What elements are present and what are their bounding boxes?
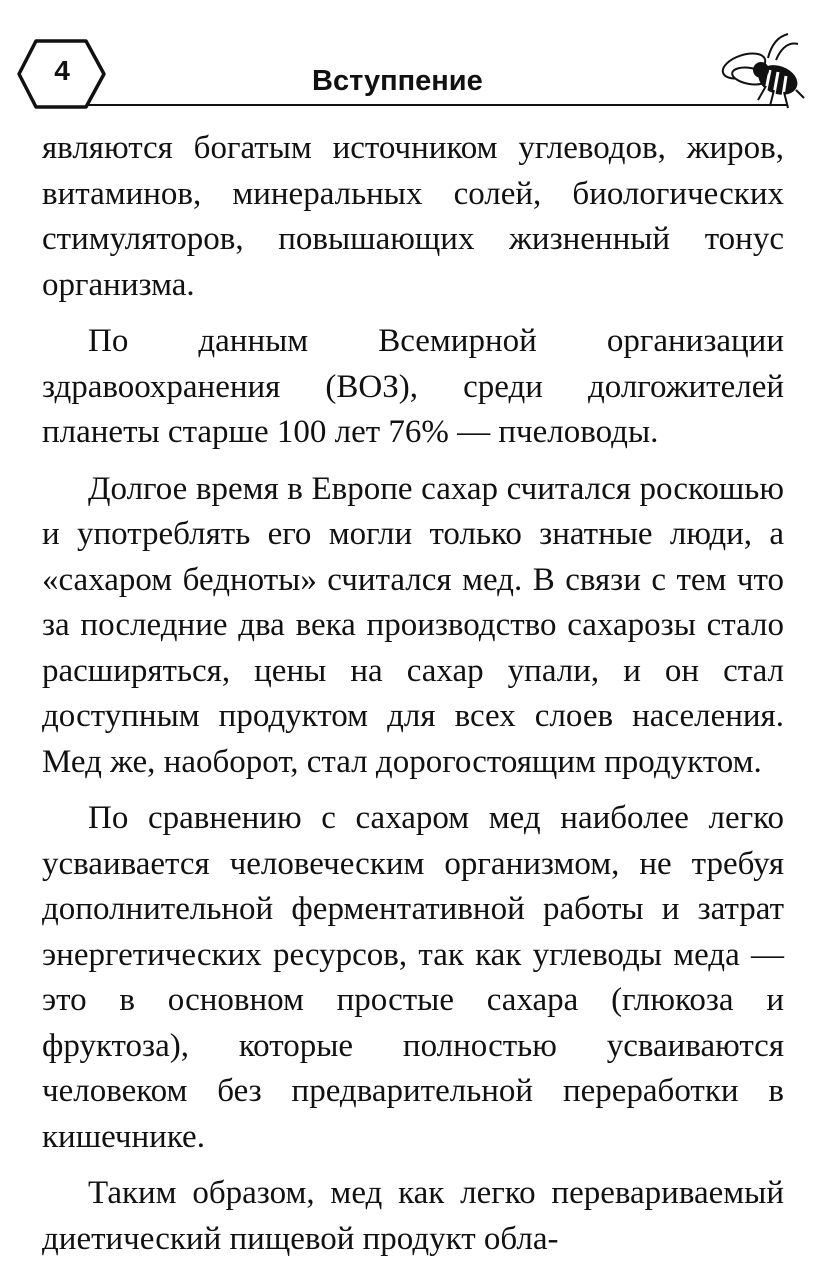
header-rule: [88, 104, 788, 106]
page-number: 4: [54, 55, 70, 86]
paragraph: являются богатым источником углеводов, жиров, витаминов, минеральных солей, биологических стимуляторов, повышающих жизненный тонус организма.: [42, 130, 784, 303]
paragraph: Долгое время в Европе сахар считался роскошью и употреблять его могли только знатные люди, а «сахаром бедноты» считался мед. В связи с тем что за последние два века производство сахарозы стало расширяться, цены на сахар упали, и он стал доступным продуктом для всех слоев населения. Мед же, наоборот, стал дорогостоящим продуктом.: [42, 470, 784, 780]
paragraph: По данным Всемирной организации здравоохранения (ВОЗ), среди долгожителей планеты старше 100 лет 76% — пчеловоды.: [42, 323, 784, 450]
paragraph: По сравнению с сахаром мед наиболее легко усваивается человеческим организмом, не требуя дополнительной ферментативной работы и затрат энергетических ресурсов, так как углеводы меда — это в основном простые сахара (глюкоза и фруктоза), которые полностью усваиваются человеком без предварительной переработки в кишечнике.: [42, 800, 784, 1155]
bee-icon: [706, 28, 806, 114]
chapter-title: Вступпение: [312, 65, 483, 97]
body-text: [42, 126, 784, 1273]
paragraph: Таким образом, мед как легко перевариваемый диетический пищевой продукт обла-: [42, 1175, 784, 1257]
page-header: [16, 28, 806, 118]
